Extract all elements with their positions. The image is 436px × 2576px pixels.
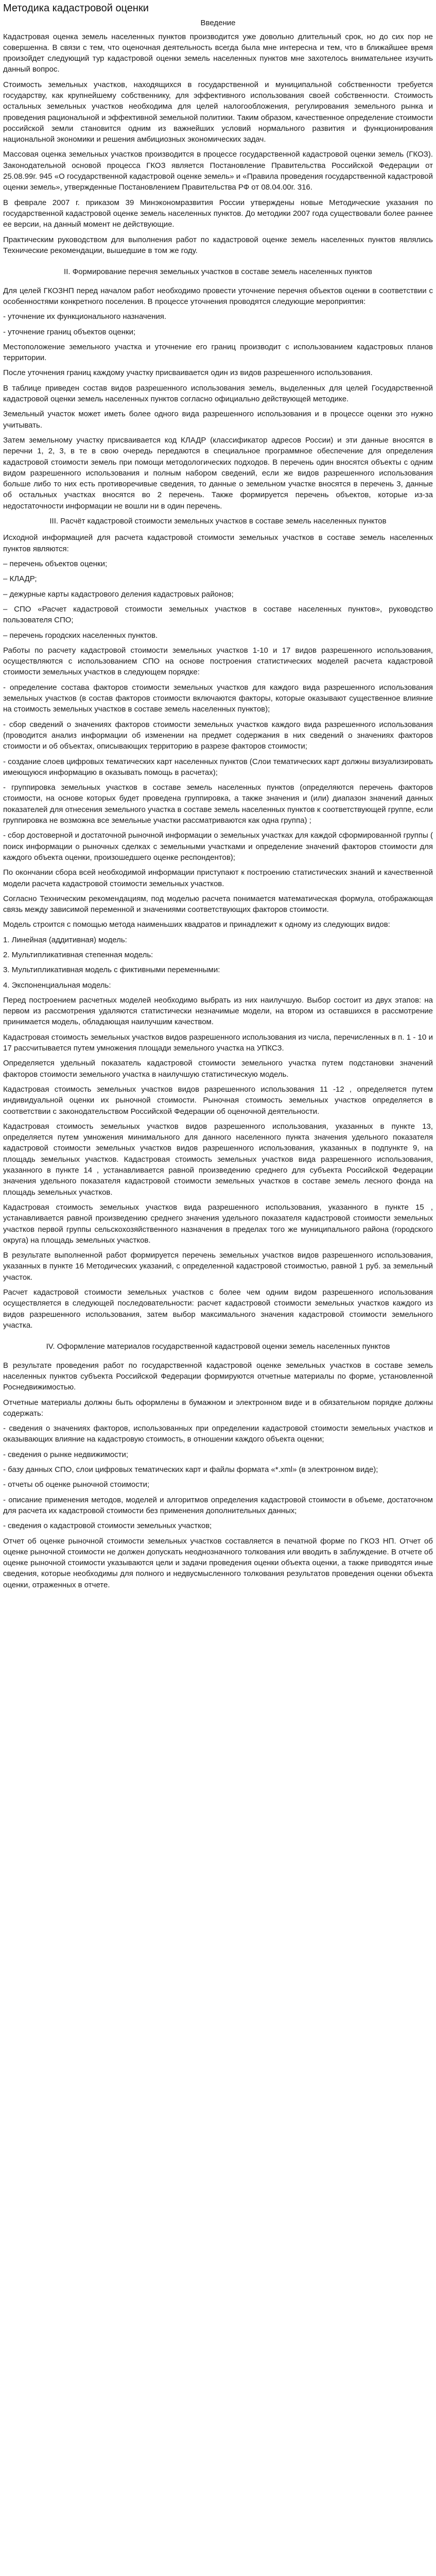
section-2-heading: II. Формирование перечня земельных участков в составе земель населенных пунктов	[64, 267, 372, 277]
section-3-paragraph: По окончании сбора всей необходимой информации приступают к построению статистических знаний и качественной модели расчета кадастровой стоимости земельных участков.	[3, 868, 433, 888]
section-3-paragraph: - группировка земельных участков в составе земель населенных пунктов (определяются перечень факторов стоимости, на основе которых будет проведена группировка, а также значения и (или) диапазон значений данных показателей для отнесения земельного участка в составе земель населенных пунктов к соответствующей группе, если группировка не возможна все земельные участки рассматриваются как одна группа) ;	[3, 783, 433, 825]
section-4-paragraph: - отчеты об оценке рыночной стоимости;	[3, 1480, 150, 1489]
section-3-paragraph: Кадастровая стоимость земельных участков видов разрешенного использования, указанных в пункте 13, определяется путем умножения минимального для данного населенного пункта значения удельного показателя кадастровой стоимости земельных участков видов разрешенного использования, указанных в подпункте 9, на площадь земельных участков. Кадастровая стоимость земельных участков вида разрешенного использования, указанного в пункте 14 , устанавливается равной произведению среднего для субъекта Российской Федерации значения удельного показателя кадастровой стоимости земельных участков в составе земель лесного фонда на площадь земельных участков.	[3, 1122, 433, 1197]
intro-heading: Введение	[200, 19, 236, 27]
document-title: Методика кадастровой оценки	[3, 3, 149, 14]
section-3-paragraph: – СПО «Расчет кадастровой стоимости земельных участков в составе населенных пунктов», руководство пользователя СПО;	[3, 604, 433, 625]
section-4-paragraph: - базу данных СПО, слои цифровых тематических карт и файлы формата «*.xml» (в электронном виде);	[3, 1465, 378, 1475]
intro-section	[3, 31, 433, 257]
section-3-paragraph: – КЛАДР;	[3, 574, 37, 584]
section-3-paragraph: Перед построением расчетных моделей необходимо выбрать из них наилучшую. Выбор состоит из двух этапов: на первом из рассмотрения удаляются статистически незначимые модели, на втором из оставшихся в рассмотрение принимается модель, обладающая наилучшим качеством.	[3, 995, 433, 1027]
section-4-body	[3, 1360, 433, 1590]
section-3-paragraph: 2. Мультипликативная степенная модель:	[3, 950, 153, 959]
section-2-paragraph: Затем земельному участку присваивается код КЛАДР (классификатор адресов России) и эти данные вносятся в перечни 1, 2, 3, в те в свою очередь передаются в специальное программное обеспечение для определения кадастровой стоимости земель при помощи методологических подходов. В перечень один вносятся объекты с одним видом разрешенного использования и полным набором сведений, если же видов разрешенного использования больше либо то них есть противоречивые сведения, то данные о земельном участке вносятся в перечень 3, данные об остальных участках вносятся во 2 перечень. Также формируется перечень объектов, которые из-за недостаточности информации не вошли ни в один перечень.	[3, 435, 433, 511]
intro-paragraph-5: Практическим руководством для выполнения работ по кадастровой оценке земель населенных пунктов являлись Технические рекомендации, вышедшие в том же году.	[3, 235, 433, 255]
section-3-paragraph: - сбор достоверной и достаточной рыночной информации о земельных участках для каждой сформированной группы ( поиск информации о рыночных сделках с земельными участками и определение значений факторов стоимости для каждого объекта оценки, произошедшего оценке респондентов);	[3, 831, 433, 862]
section-3-paragraph: Согласно Техническим рекомендациям, под моделью расчета понимается математическая формула, отображающая связь между зависимой переменной и значениями соответствующих факторов стоимости.	[3, 894, 433, 914]
section-4-heading: IV. Оформление материалов государственной кадастровой оценки земель населенных пунктов	[46, 1342, 390, 1351]
section-3-paragraph: Кадастровая стоимость земельных участков вида разрешенного использования, указанного в пункте 15 , устанавливается равной произведению среднего значения удельного показателя кадастровой стоимости земельных участков первой группы сельскохозяйственного назначения в пределах того же муниципального района (городского округа) на площадь земельных участков.	[3, 1202, 433, 1245]
section-2-paragraph: - уточнение их функционального назначения.	[3, 312, 167, 321]
section-3-paragraph: 4. Экспоненциальная модель:	[3, 980, 111, 990]
section-3-paragraph: Кадастровая стоимость земельных участков видов разрешенного использования 11 -12 , определяется путем индивидуальной оценки их рыночной стоимости. Рыночная стоимость земельных участков определяется в соответствии с законодательством Российской Федерации об оценочной деятельности.	[3, 1084, 433, 1116]
section-3-paragraph: Модель строится с помощью метода наименьших квадратов и принадлежит к одному из следующих видов:	[3, 920, 390, 929]
section-3-paragraph: Работы по расчету кадастровой стоимости земельных участков 1-10 и 17 видов разрешенного использования, осуществляются с использованием СПО на основе построения статистических моделей расчета кадастровой стоимости земельных участков в следующем порядке:	[3, 646, 433, 677]
section-2-paragraph: После уточнения границ каждому участку присваивается один из видов разрешенного использования.	[3, 368, 373, 378]
section-3-paragraph: – дежурные карты кадастрового деления кадастровых районов;	[3, 589, 234, 599]
intro-paragraph-3: Массовая оценка земельных участков производится в процессе государственной кадастровой оценки земель (ГКОЗ). Законодательной основой процесса ГКОЗ является Постановление Правительства Российской Федерации от 25.08.99г. 945 «О государственной кадастровой оценке земель» и «Правила проведения государственной кадастровой оценки земель», утвержденные Постановлением Правительства РФ от 08.04.00г. 316.	[3, 150, 433, 192]
section-2-body	[3, 285, 433, 512]
section-3-paragraph: Расчет кадастровой стоимости земельных участков с более чем одним видом разрешенного использования осуществляется в следующей последовательности: расчет кадастровой стоимости земельных участков каждого из видов разрешенного использования, затем выбор максимального значения кадастровой стоимости земельного участка.	[3, 1288, 433, 1330]
section-3-body	[3, 532, 433, 1331]
intro-paragraph-4: В феврале 2007 г. приказом 39 Минэкономразвития России утверждены новые Методические указания по государственной кадастровой оценке земель населенных пунктов. До методики 2007 года существовали более раннее ее версии, на данный момент не действующие.	[3, 198, 433, 229]
section-3-heading: III. Расчёт кадастровой стоимости земельных участков в составе земель населенных пунктов	[49, 516, 387, 526]
section-3-paragraph: – перечень объектов оценки;	[3, 560, 108, 569]
section-3-paragraph: 1. Линейная (аддитивная) модель:	[3, 935, 127, 944]
intro-paragraph-2: Стоимость земельных участков, находящихся в государственной и муниципальной собственности требуется государству, как крупнейшему собственнику, для эффективного использования своей собственности. Стоимость остальных земельных участков необходима для целей налогообложения, регулирования земельного рынка и проведения рациональной и эффективной земельной политики. Таким образом, качественное определение стоимости российской земли становится одним из важнейших условий нормального развития и функционирования национальной экономики и решения амбициозных экономических задач.	[3, 80, 433, 144]
intro-paragraph-1: Кадастровая оценка земель населенных пунктов производится уже довольно длительный срок, но до сих пор не совершенна. В связи с тем, что оценочная деятельность всегда была мне интересна и тем, что в ближайшее время произойдет следующий тур кадастровой оценки земель населенных пунктов мне захотелось внимательнее изучить данный вопрос.	[3, 32, 433, 74]
section-3-paragraph: - создание слоев цифровых тематических карт населенных пунктов (Слои тематических карт должны визуализировать имеющуюся информацию в оказывать помощь в расчетах);	[3, 757, 433, 777]
section-2-paragraph: В таблице приведен состав видов разрешенного использования земель, выделенных для целей Государственной кадастровой оценки земель населенных пунктов согласно официально действующей методике.	[3, 383, 433, 404]
section-4-paragraph: - сведения о рынке недвижимости;	[3, 1450, 129, 1459]
section-3-paragraph: - определение состава факторов стоимости земельных участков для каждого вида разрешенного использования земельных участков (в состав факторов стоимости включаются факторы, которые оказывают существенное влияние на стоимость земельных участков в составе земель населенных пунктов);	[3, 683, 433, 714]
section-3-paragraph: - сбор сведений о значениях факторов стоимости земельных участков каждого вида разрешенного использования (проводится анализ информации об изменении на предмет содержания в них сведений о значениях факторов стоимости и об объектах, описывающих территорию в разрезе факторов стоимости;	[3, 720, 433, 751]
section-3-paragraph: 3. Мультипликативная модель с фиктивными переменными:	[3, 965, 220, 975]
section-4-paragraph: - описание применения методов, моделей и алгоритмов определения кадастровой стоимости в объеме, достаточном для расчета их кадастровой стоимости без применения дополнительных данных;	[3, 1495, 433, 1515]
section-3-paragraph: Определяется удельный показатель кадастровой стоимости земельного участка путем подстановки значений факторов стоимости земельного участка в наилучшую статистическую модель.	[3, 1059, 433, 1079]
section-2-paragraph: - уточнение границ объектов оценки;	[3, 327, 136, 336]
section-3-paragraph: В результате выполненной работ формируется перечень земельных участков видов разрешенного использования, указанных в пункте 16 Методических указаний, с определенной кадастровой стоимостью, равной 1 руб. за земельный участок.	[3, 1251, 433, 1282]
section-4-paragraph: - сведения о кадастровой стоимости земельных участков;	[3, 1521, 212, 1531]
section-3-paragraph: – перечень городских населенных пунктов.	[3, 631, 158, 640]
section-2-paragraph: Для целей ГКОЗНП перед началом работ необходимо провести уточнение перечня объектов оценки в соответствии с особенностями конкретного поселения. В процессе уточнения проводятся следующие мероприятия:	[3, 286, 433, 306]
section-3-paragraph: Кадастровая стоимость земельных участков видов разрешенного использования из числа, перечисленных в п. 1 - 10 и 17 рассчитывается путем умножения площади земельного участка на УПКСЗ.	[3, 1032, 433, 1053]
section-4-paragraph: - сведения о значениях факторов, использованных при определении кадастровой стоимости земельных участков и оказывающих влияние на кадастровую стоимость, в отношении каждого объекта оценки;	[3, 1424, 433, 1444]
section-3-paragraph: Исходной информацией для расчета кадастровой стоимости земельных участков в составе земель населенных пунктов являются:	[3, 533, 433, 553]
section-2-paragraph: Земельный участок может иметь более одного вида разрешенного использования и в процессе оценки это нужно учитывать.	[3, 410, 433, 430]
section-2-paragraph: Местоположение земельного участка и уточнение его границ производит с использованием кадастровых планов территории.	[3, 342, 433, 363]
section-4-paragraph: Отчетные материалы должны быть оформлены в бумажном и электронном виде и в обязательном порядке должны содержать:	[3, 1398, 433, 1418]
section-4-paragraph: Отчет об оценке рыночной стоимости земельных участков составляется в печатной форме по ГКОЗ НП. Отчет об оценке рыночной стоимости не должен допускать неоднозначного толкования или вводить в заблуждение. В отчете об оценке рыночной стоимости указываются цели и задачи проведения оценки объекта оценки, а также приводятся иные сведения, которые необходимы для полного и недвусмысленного толкования результатов проведения оценки объекта оценки, отраженных в отчете.	[3, 1536, 433, 1589]
section-4-paragraph: В результате проведения работ по государственной кадастровой оценке земельных участков в составе земель населенных пунктов субъекта Российской Федерации формируются отчетные материалы по форме, установленной Роснедвижимостью.	[3, 1361, 433, 1392]
